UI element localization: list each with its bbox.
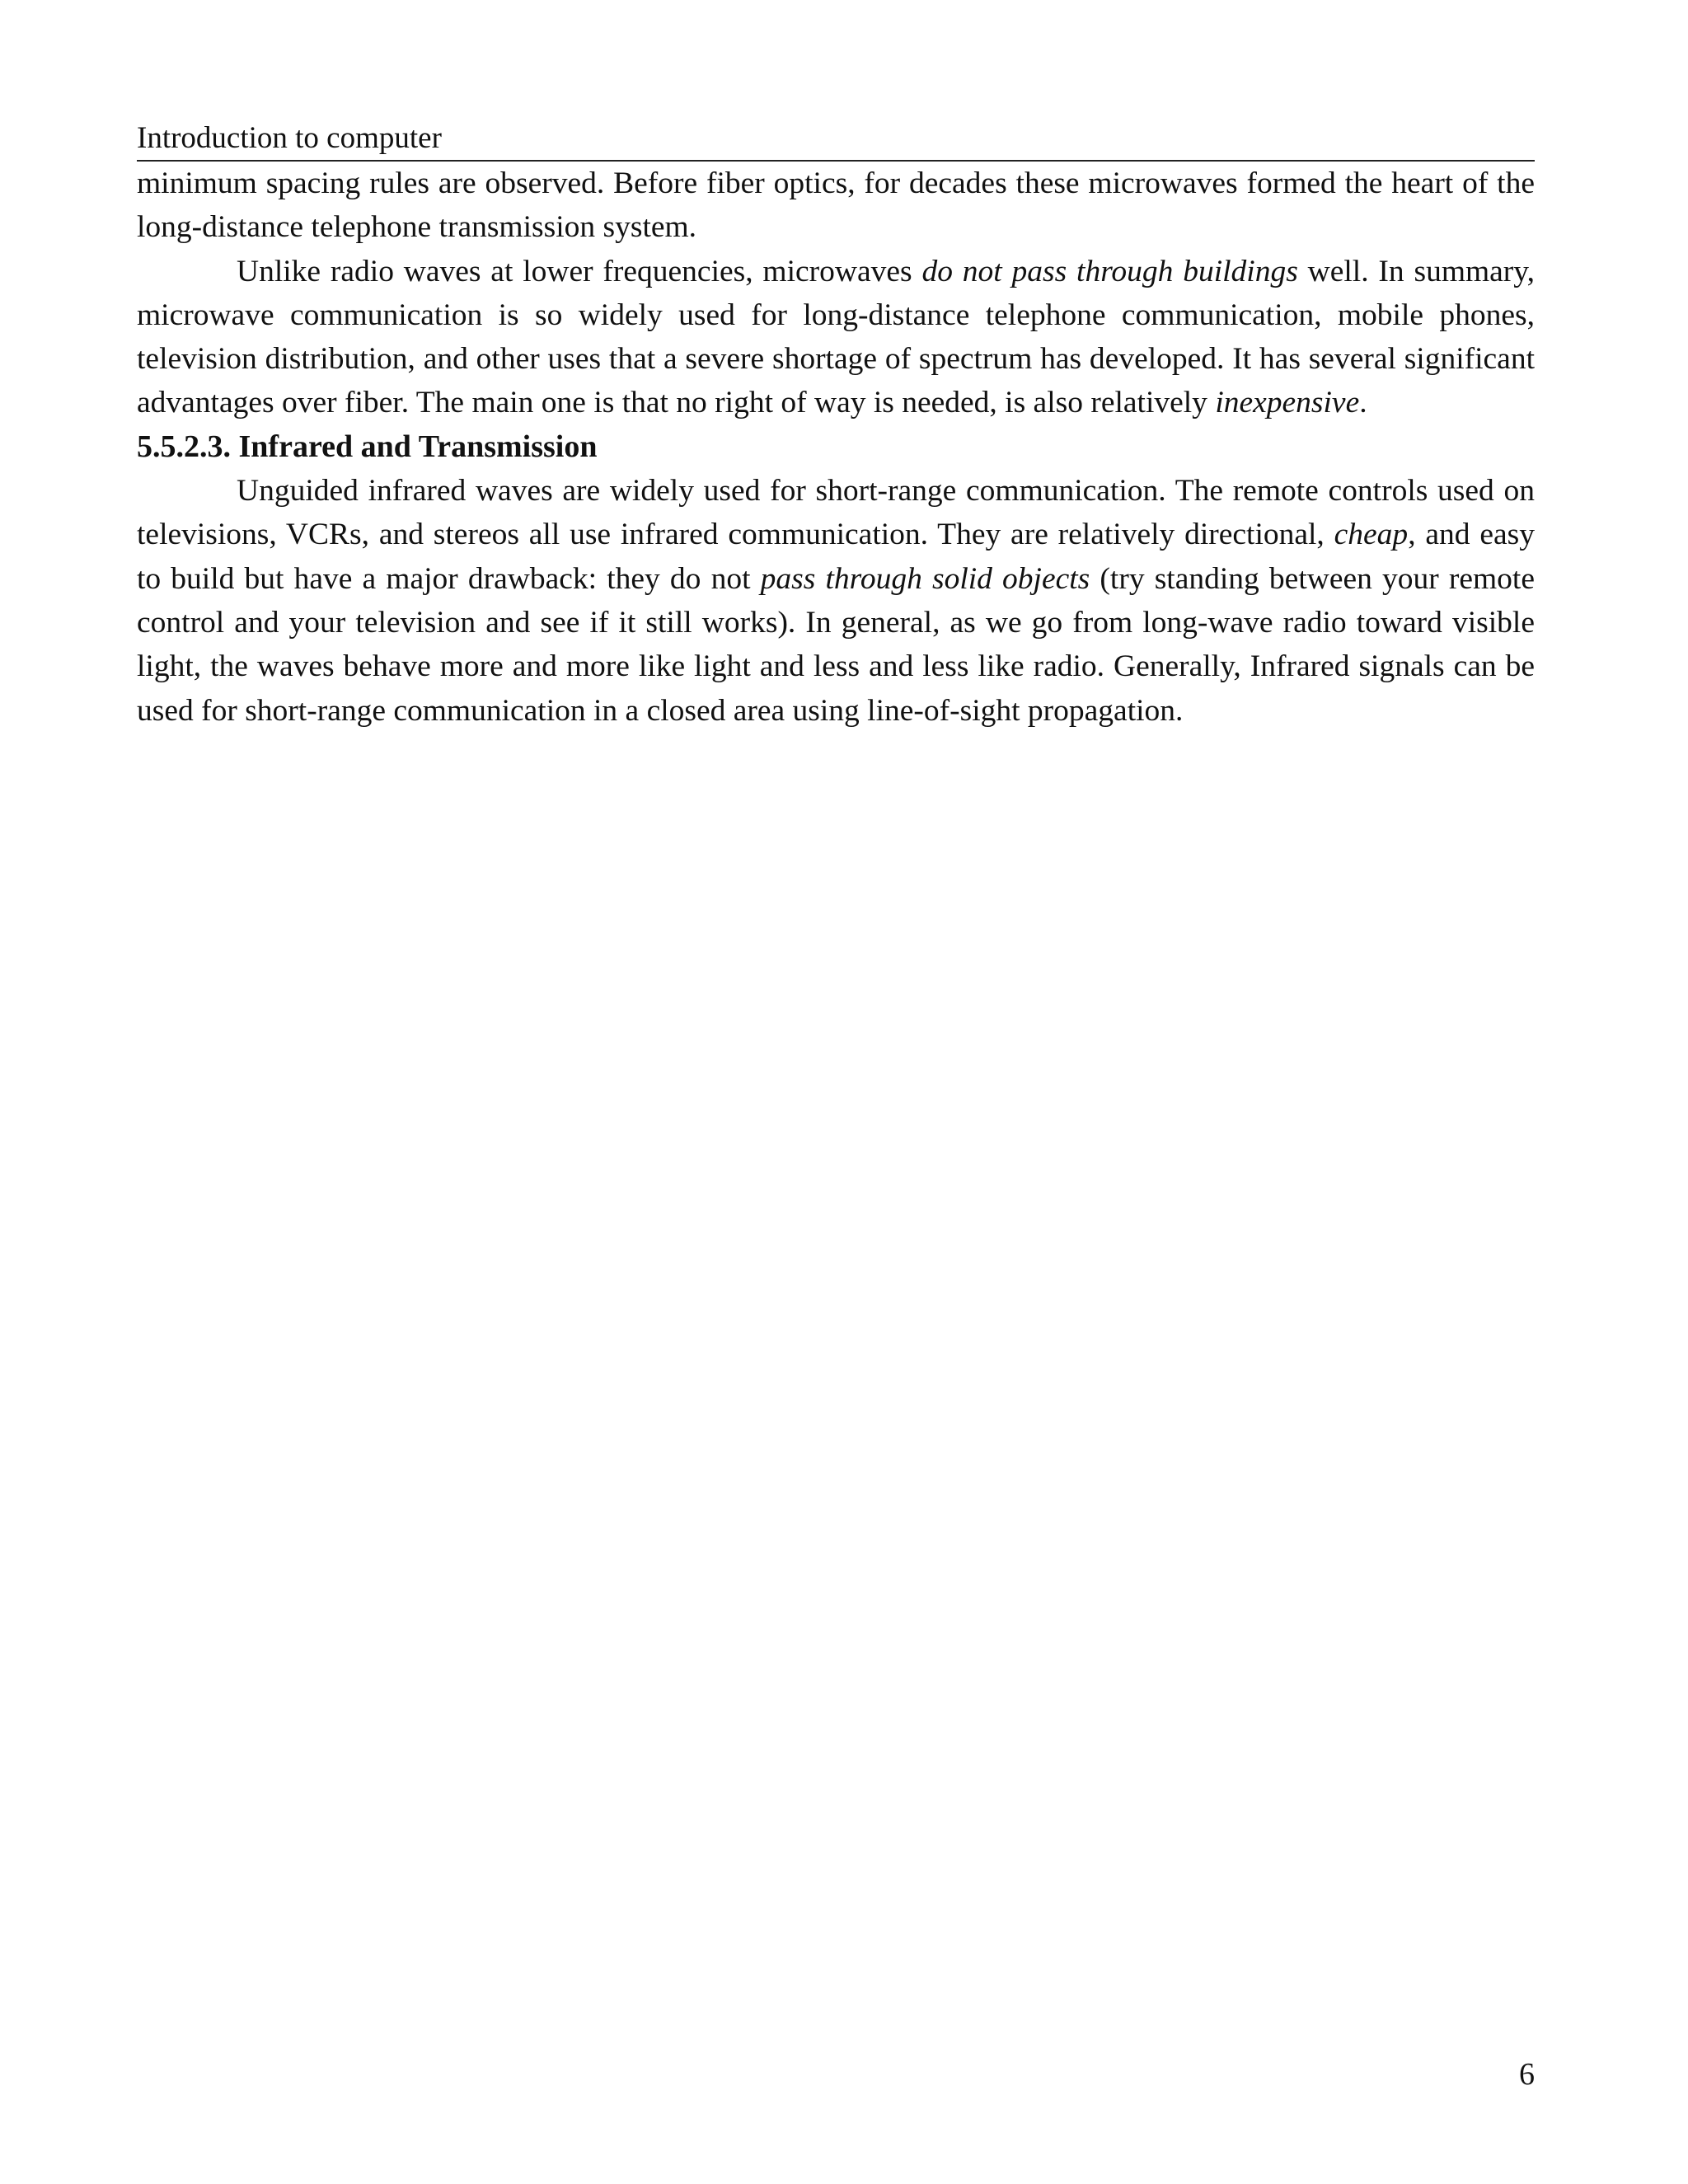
paragraph-microwave-continuation: minimum spacing rules are observed. Before fiber optics, for decades these microwaves formed the heart of the long-distance telephone transmission system. bbox=[137, 166, 1535, 245]
header-title: Introduction to computer bbox=[137, 121, 442, 155]
paragraph-infrared bbox=[137, 469, 1535, 733]
emphasis-text: inexpensive bbox=[1215, 386, 1360, 420]
paragraph-text: Unguided infrared waves are widely used for short-range communication. The remote controls used on televisions, VCRs, and stereos all use infrared communication. They are relatively directional, bbox=[137, 474, 1535, 552]
emphasis-text: cheap bbox=[1334, 518, 1409, 552]
paragraph-text: Unlike radio waves at lower frequencies, microwaves bbox=[237, 254, 922, 288]
paragraph-text: . bbox=[1359, 386, 1367, 420]
paragraph-text: (try standing between your remote control and your television and see if it still works). In general, as we go from long-wave radio toward visible light, the waves behave more and more like light and less and less like radio. Generally, Infrared signals can be used for short-range communication in a closed area using line-of-sight propagation. bbox=[137, 561, 1535, 728]
emphasis-text: do not pass through buildings bbox=[921, 254, 1298, 288]
paragraph-text: well. In summary, microwave communication is so widely used for long-distance telephone communication, mobile phones, television distribution, and other uses that a severe shortage of spectrum has developed. It has several significant advantages over fiber. The main one is that no right of way is needed, is also relatively bbox=[137, 254, 1535, 420]
paragraph-text: , and easy to build but have a major drawback: they do not bbox=[137, 518, 1535, 596]
page-number: 6 bbox=[1519, 2057, 1535, 2092]
paragraph-microwave-summary bbox=[137, 250, 1535, 425]
page-body bbox=[137, 162, 1535, 733]
emphasis-text: pass through solid objects bbox=[760, 561, 1090, 596]
section-heading: 5.5.2.3. Infrared and Transmission bbox=[137, 429, 598, 464]
page-header bbox=[137, 119, 1535, 162]
